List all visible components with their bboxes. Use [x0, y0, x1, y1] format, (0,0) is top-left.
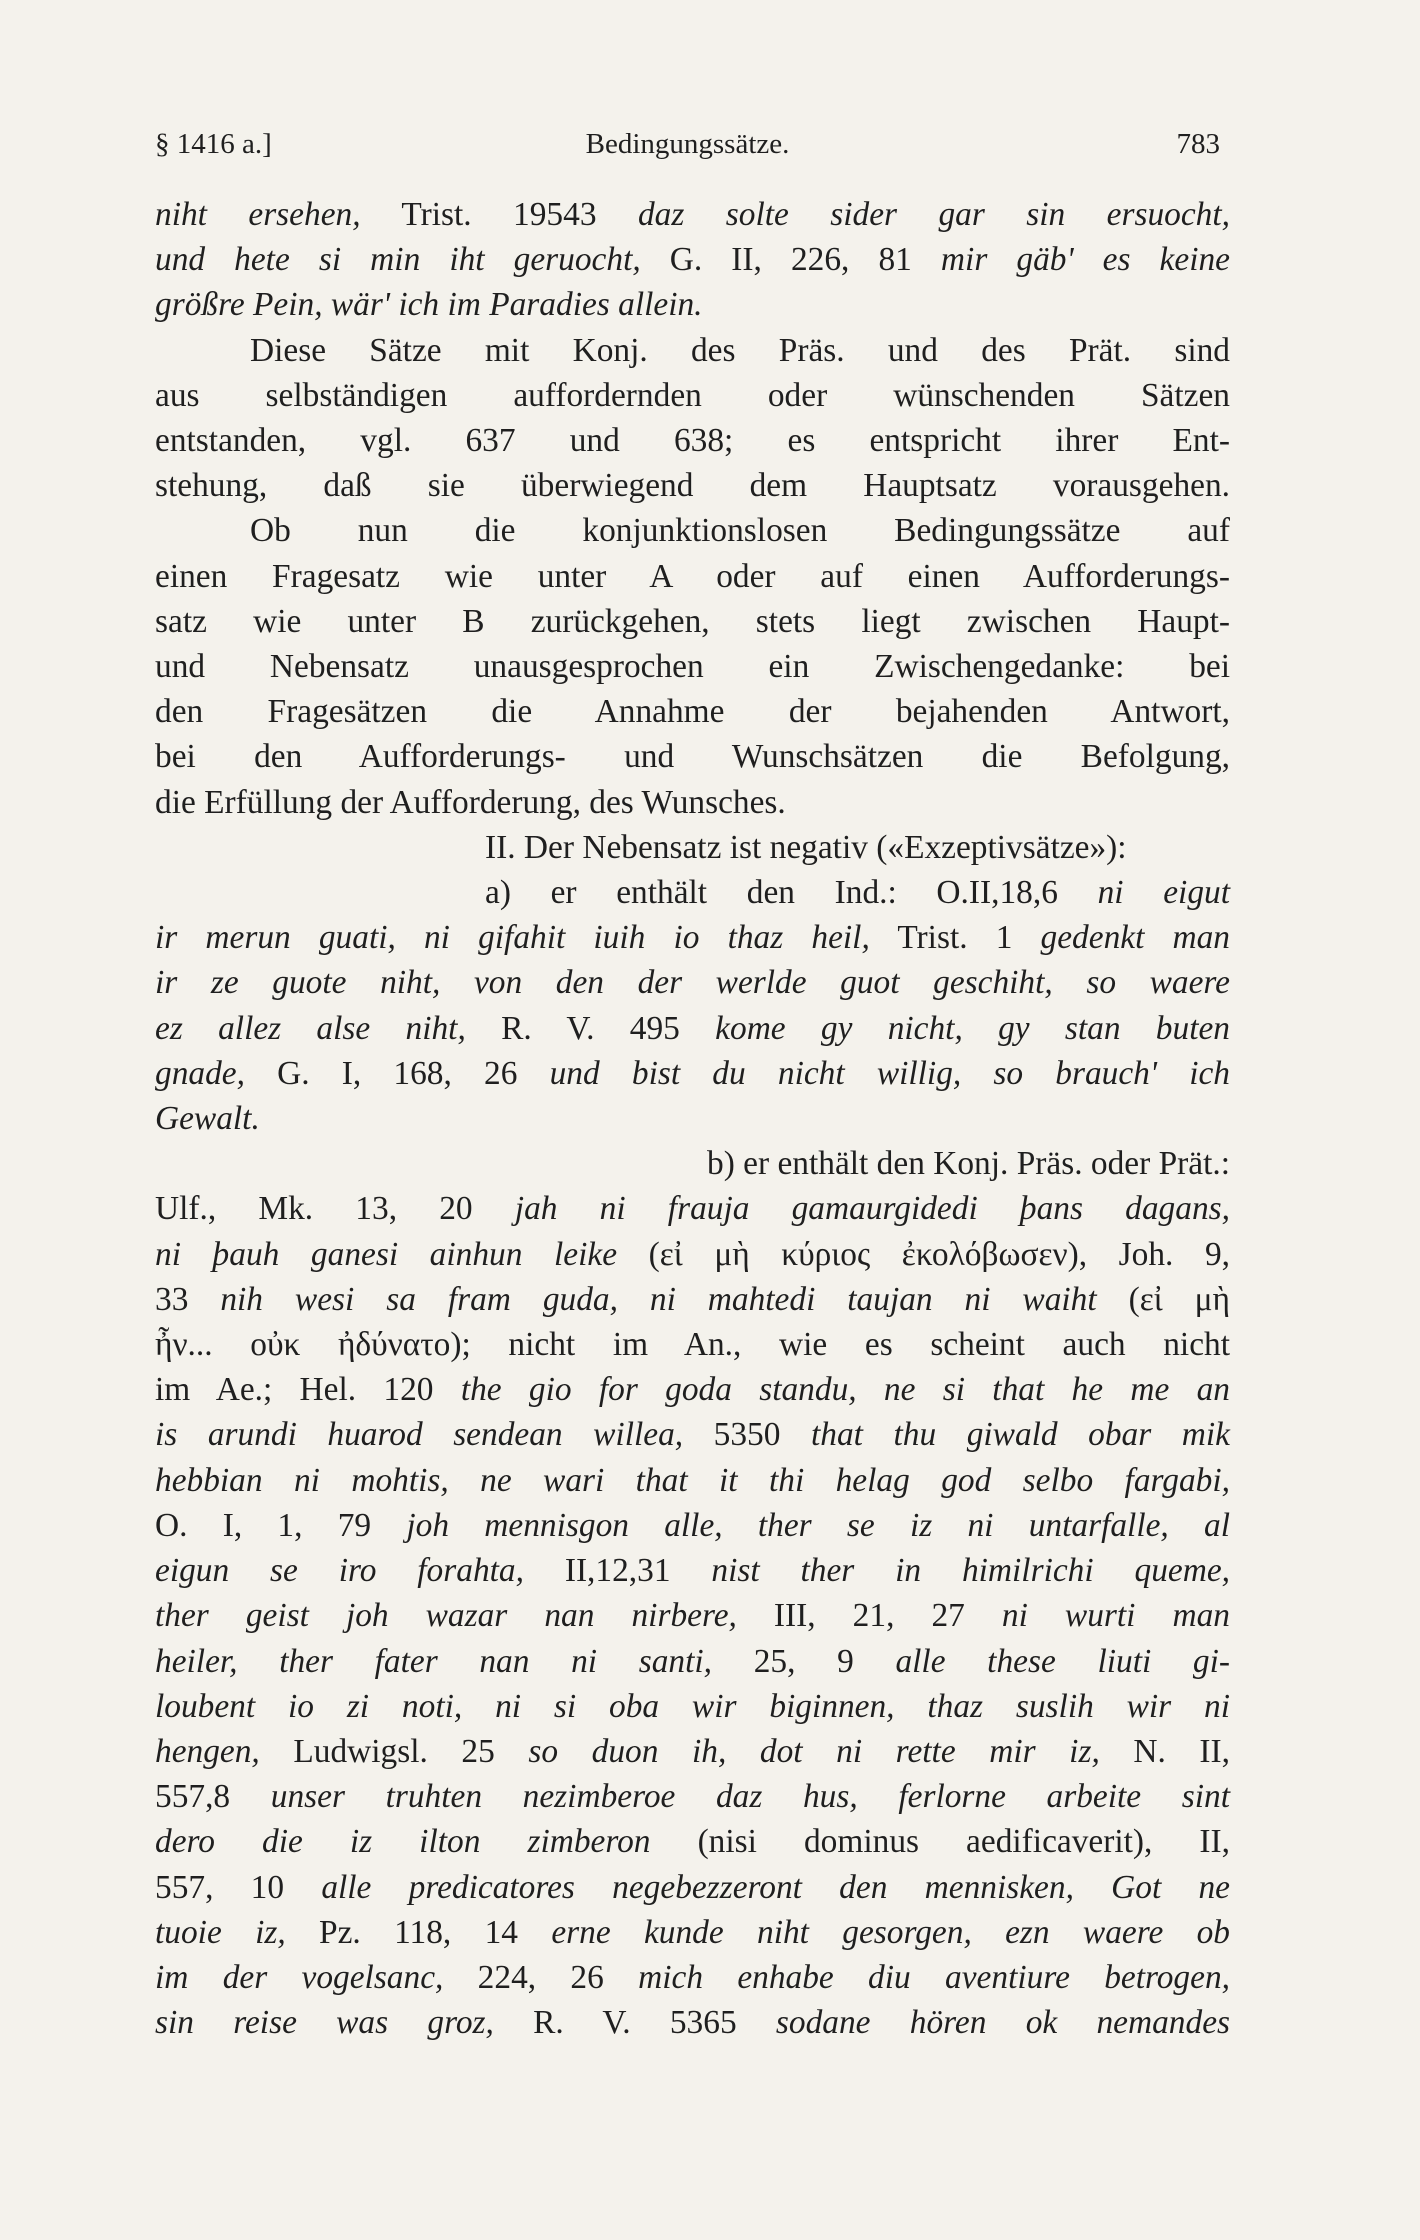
text-line — [155, 599, 1230, 644]
text-line — [155, 1096, 1230, 1141]
italic-segment: unser truhten nezimberoe daz hus, ferlorne arbeite sint — [270, 1778, 1230, 1816]
text-line — [155, 825, 1230, 870]
text-segment: G. I, 168, 26 — [244, 1054, 550, 1092]
text-line — [155, 689, 1230, 734]
text-line — [155, 508, 1230, 553]
italic-segment: heiler, ther fater nan ni santi, — [155, 1642, 713, 1680]
italic-segment: niht ersehen, — [155, 196, 361, 233]
text-line — [155, 1819, 1230, 1864]
text-line — [155, 282, 1230, 327]
text-line — [155, 1186, 1230, 1231]
italic-segment: joh mennisgon alle, ther se iz ni untarfalle, al — [406, 1506, 1230, 1544]
text-segment: R. V. 5365 — [493, 2004, 776, 2042]
text-line — [155, 870, 1230, 915]
italic-segment: nist ther in himilrichi queme, — [711, 1552, 1230, 1590]
italic-segment: tuoie iz, — [155, 1913, 286, 1951]
text-line — [155, 1639, 1230, 1684]
text-line — [155, 734, 1230, 779]
text-line — [155, 1684, 1230, 1729]
text-line — [155, 915, 1230, 960]
italic-segment: eigun se iro forahta, — [155, 1552, 524, 1590]
text-segment: G. II, 226, 81 — [640, 241, 941, 279]
italic-segment: hebbian ni mohtis, ne wari that it thi helag god selbo fargabi, — [155, 1461, 1230, 1499]
text-segment: satz wie unter B zurückgehen, stets liegt zwischen Haupt- — [155, 602, 1230, 640]
text-line — [155, 2000, 1230, 2045]
text-segment: aus selbständigen auffordernden oder wünschenden Sätzen — [155, 376, 1230, 414]
text-segment: III, 21, 27 — [736, 1597, 1002, 1635]
text-segment: a) er enthält den Ind.: O.II,18,6 — [485, 874, 1098, 912]
italic-segment: so duon ih, dot ni rette mir iz, — [528, 1732, 1100, 1770]
text-segment: II,12,31 — [523, 1552, 712, 1590]
italic-segment: ez allez alse niht, — [155, 1009, 466, 1047]
text-line — [155, 1955, 1230, 2000]
text-segment: R. V. 495 — [465, 1009, 716, 1047]
page-number: 783 — [1176, 128, 1220, 160]
running-title: Bedingungssätze. — [585, 128, 790, 160]
text-segment: (εἰ μὴ κύριος ἐκολόβωσεν), Joh. 9, — [617, 1235, 1230, 1273]
italic-segment: im der vogelsanc, — [155, 1958, 444, 1996]
text-line — [155, 418, 1230, 463]
text-line — [155, 1232, 1230, 1277]
italic-segment: größre Pein, wär' ich im Paradies allein. — [155, 286, 703, 324]
text-segment: Trist. 1 — [869, 919, 1041, 957]
italic-segment: dero die iz ilton zimberon — [155, 1823, 651, 1861]
italic-segment: alle these liuti gi- — [895, 1642, 1231, 1680]
italic-segment: loubent io zi noti, ni si oba wir biginnen, thaz suslih wir ni — [155, 1687, 1230, 1725]
text-line — [155, 1548, 1230, 1593]
text-segment: im Ae.; Hel. 120 — [155, 1371, 461, 1409]
text-line — [155, 1322, 1230, 1367]
text-line — [155, 1051, 1230, 1096]
text-line — [155, 1503, 1230, 1548]
text-line — [155, 1458, 1230, 1503]
text-segment: den Fragesätzen die Annahme der bejahenden Antwort, — [155, 693, 1230, 731]
italic-segment: Gewalt. — [155, 1100, 260, 1138]
text-segment: bei den Aufforderungs- und Wunschsätzen die Befolgung, — [155, 738, 1230, 776]
text-segment: b) er enthält den Konj. Präs. oder Prät.: — [707, 1145, 1230, 1183]
text-line — [155, 780, 1230, 825]
italic-segment: kome gy nicht, gy stan buten — [715, 1009, 1230, 1047]
text-line — [155, 644, 1230, 689]
italic-segment: sodane hören ok nemandes — [775, 2004, 1231, 2042]
italic-segment: nih wesi sa fram guda, ni mahtedi taujan ni waiht — [220, 1280, 1097, 1318]
text-line — [155, 328, 1230, 373]
text-segment: 25, 9 — [712, 1642, 896, 1680]
italic-segment: mir gäb' es keine — [940, 241, 1230, 279]
italic-segment: sin reise was groz, — [155, 2004, 494, 2042]
text-line — [155, 1910, 1230, 1955]
text-segment: entstanden, vgl. 637 und 638; es entspricht ihrer Ent- — [155, 422, 1230, 460]
text-segment: (εἰ μὴ — [1096, 1280, 1230, 1318]
text-segment: O. I, 1, 79 — [155, 1506, 407, 1544]
text-segment: 5350 — [683, 1416, 811, 1454]
italic-segment: ir merun guati, ni gifahit iuih io thaz heil, — [155, 919, 870, 957]
italic-segment: und bist du nicht willig, so brauch' ich — [549, 1054, 1230, 1092]
italic-segment: gedenkt man — [1040, 919, 1230, 957]
text-segment: N. II, — [1099, 1732, 1230, 1770]
italic-segment: gnade, — [155, 1054, 245, 1092]
text-line — [155, 554, 1230, 599]
text-segment: Trist. 19543 — [360, 196, 638, 233]
text-line — [155, 463, 1230, 508]
text-line — [155, 1141, 1230, 1186]
text-segment: 224, 26 — [443, 1958, 639, 1996]
section-reference: § 1416 a.] — [155, 128, 272, 160]
text-line — [155, 237, 1230, 282]
text-line — [155, 1729, 1230, 1774]
italic-segment: ir ze guote niht, von den der werlde guot geschiht, so waere — [155, 964, 1230, 1002]
text-segment: stehung, daß sie überwiegend dem Hauptsatz vorausgehen. — [155, 467, 1230, 505]
italic-segment: mich enhabe diu aventiure betrogen, — [638, 1958, 1230, 1996]
text-segment: und Nebensatz unausgesprochen ein Zwischengedanke: bei — [155, 648, 1230, 686]
italic-segment: daz solte sider gar sin ersuocht, — [637, 196, 1230, 233]
text-line — [155, 1774, 1230, 1819]
italic-segment: alle predicatores negebezzeront den mennisken, Got ne — [321, 1868, 1230, 1906]
text-line — [155, 373, 1230, 418]
text-segment: 557, 10 — [155, 1868, 322, 1906]
text-segment: die Erfüllung der Aufforderung, des Wunsches. — [155, 783, 786, 821]
italic-segment: erne kunde niht gesorgen, ezn waere ob — [551, 1913, 1231, 1951]
italic-segment: the gio for goda standu, ne si that he me an — [460, 1371, 1230, 1409]
body-text — [155, 192, 1230, 2045]
italic-segment: that thu giwald obar mik — [811, 1416, 1230, 1454]
italic-segment: ni eigut — [1097, 874, 1231, 912]
italic-segment: is arundi huarod sendean willea, — [155, 1416, 684, 1454]
italic-segment: ni wurti man — [1001, 1597, 1230, 1635]
text-segment: 557,8 — [155, 1778, 271, 1816]
text-segment: 33 — [155, 1280, 221, 1318]
text-line — [155, 1277, 1230, 1322]
text-segment: Diese Sätze mit Konj. des Präs. und des Prät. sind — [250, 331, 1230, 369]
italic-segment: hengen, — [155, 1732, 260, 1770]
text-line — [155, 1865, 1230, 1910]
text-line — [155, 960, 1230, 1005]
text-segment: ἦν... οὐκ ἠδύνατο); nicht im An., wie es scheint auch nicht — [155, 1326, 1230, 1364]
text-line — [155, 1367, 1230, 1412]
text-segment: Ludwigsl. 25 — [259, 1732, 529, 1770]
text-segment: Pz. 118, 14 — [285, 1913, 552, 1951]
text-segment: Ulf., Mk. 13, 20 — [155, 1190, 515, 1228]
text-segment: einen Fragesatz wie unter A oder auf einen Aufforderungs- — [155, 557, 1230, 595]
italic-segment: und hete si min iht geruocht, — [155, 241, 641, 279]
text-line — [155, 1593, 1230, 1638]
text-segment: II. Der Nebensatz ist negativ («Exzeptivsätze»): — [485, 828, 1127, 866]
text-line — [155, 1412, 1230, 1457]
italic-segment: ther geist joh wazar nan nirbere, — [155, 1597, 737, 1635]
italic-segment: ni þauh ganesi ainhun leike — [155, 1235, 618, 1273]
text-line — [155, 1006, 1230, 1051]
text-segment: Ob nun die konjunktionslosen Bedingungssätze auf — [250, 512, 1230, 550]
text-segment: (nisi dominus aedificaverit), II, — [650, 1823, 1230, 1861]
italic-segment: jah ni frauja gamaurgidedi þans dagans, — [514, 1190, 1230, 1228]
text-line — [155, 192, 1230, 237]
